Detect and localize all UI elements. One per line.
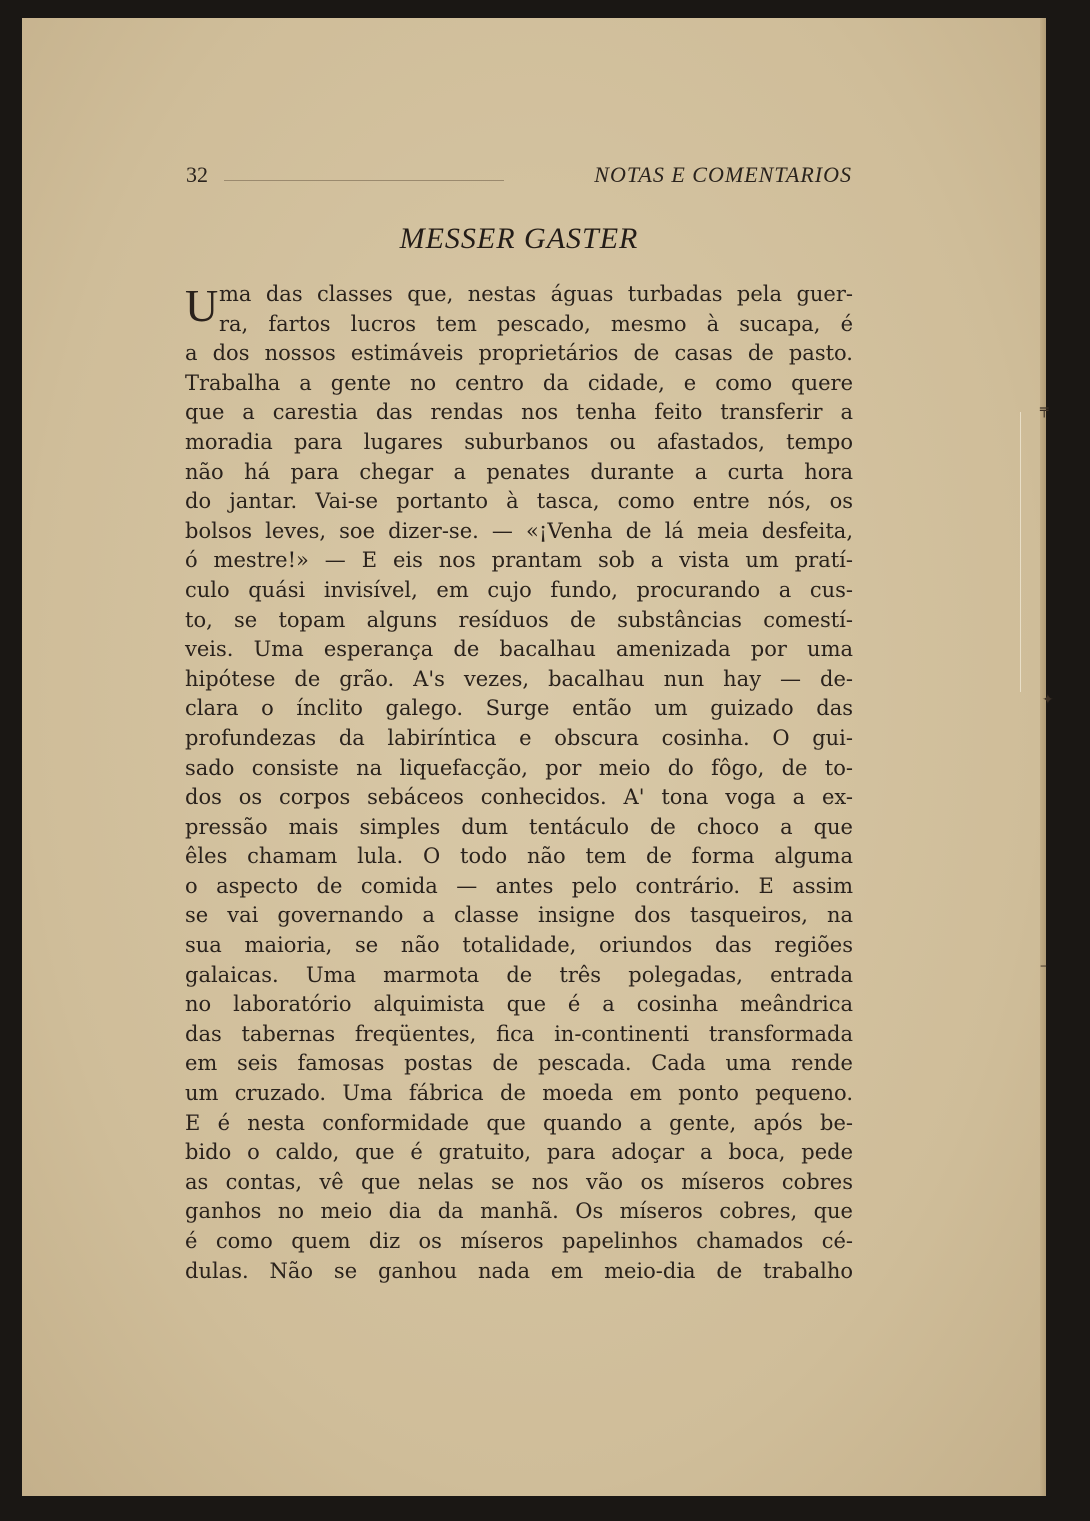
text-line: o aspecto de comida — antes pelo contrário. E assim (185, 873, 853, 898)
text-line: hipótese de grão. A's vezes, bacalhau nun hay — de- (185, 666, 853, 691)
header-rule (224, 180, 504, 181)
running-head: NOTAS E COMENTARIOS (594, 162, 852, 187)
text-line: sado consiste na liquefacção, por meio do fôgo, de to- (185, 755, 853, 780)
margin-mark: – (1040, 958, 1047, 974)
text-line: as contas, vê que nelas se nos vão os míseros cobres (185, 1169, 853, 1194)
text-line: moradia para lugares suburbanos ou afastados, tempo (185, 429, 853, 454)
text-line: das tabernas freqüentes, fica in-continenti transformada (185, 1021, 853, 1046)
text-line: ra, fartos lucros tem pescado, mesmo à sucapa, é (219, 311, 853, 336)
drop-cap: U (185, 280, 219, 331)
text-line: ó mestre!» — E eis nos prantam sob a vista um pratí- (185, 548, 853, 573)
text-line: bido o caldo, que é gratuito, para adoçar a boca, pede (185, 1140, 853, 1165)
text-line: galaicas. Uma marmota de três polegadas, entrada (185, 962, 853, 987)
text-line: um cruzado. Uma fábrica de moeda em ponto pequeno. (185, 1081, 853, 1106)
text-line: êles chamam lula. O todo não tem de forma alguma (185, 844, 853, 869)
text-line: se vai governando a classe insigne dos tasqueiros, na (185, 903, 853, 928)
text-line: clara o ínclito galego. Surge então um guizado das (185, 696, 853, 721)
text-line: Trabalha a gente no centro da cidade, e como quere (185, 370, 853, 395)
page-edge (1040, 18, 1049, 1496)
text-line: veis. Uma esperança de bacalhau amenizada por uma (185, 637, 853, 662)
text-line: dulas. Não se ganhou nada em meio-dia de trabalho (185, 1258, 853, 1283)
text-line: bolsos leves, soe dizer-se. — «¡Venha de lá meia desfeita, (185, 518, 853, 543)
text-line: é como quem diz os míseros papelinhos chamados cé- (185, 1229, 853, 1253)
text-line: sua maioria, se não totalidade, oriundos das regiões (185, 933, 853, 958)
text-line: do jantar. Vai-se portanto à tasca, como entre nós, os (185, 489, 853, 514)
text-line: no laboratório alquimista que é a cosinha meândrica (185, 992, 853, 1017)
text-line: que a carestia das rendas nos tenha feito transferir a (185, 400, 853, 425)
text-line: não há para chegar a penates durante a curta hora (185, 459, 853, 484)
page-header (186, 162, 852, 192)
text-line: culo quási invisível, em cujo fundo, procurando a cus- (185, 577, 853, 602)
margin-crease (1020, 412, 1021, 692)
margin-mark: ╤ (1040, 402, 1049, 418)
text-line: E é nesta conformidade que quando a gente, após be- (185, 1110, 853, 1135)
text-line: em seis famosas postas de pescada. Cada uma rende (185, 1051, 853, 1076)
text-line: pressão mais simples dum tentáculo de choco a que (185, 814, 853, 839)
text-line: profundezas da labiríntica e obscura cosinha. O gui- (185, 725, 853, 750)
article-title: MESSER GASTER (399, 222, 639, 255)
article-body (185, 280, 853, 1286)
text-line: ma das classes que, nestas águas turbadas pela guer- (219, 282, 853, 306)
text-line: ganhos no meio dia da manhã. Os míseros cobres, que (185, 1199, 853, 1224)
page-number: 32 (186, 162, 208, 187)
text-line: dos os corpos sebáceos conhecidos. A' tona voga a ex- (185, 785, 853, 810)
text-line: a dos nossos estimáveis proprietários de casas de pasto. (185, 341, 853, 366)
text-line: to, se topam alguns resíduos de substâncias comestí- (185, 607, 853, 632)
margin-mark: ✦ (1042, 692, 1054, 708)
